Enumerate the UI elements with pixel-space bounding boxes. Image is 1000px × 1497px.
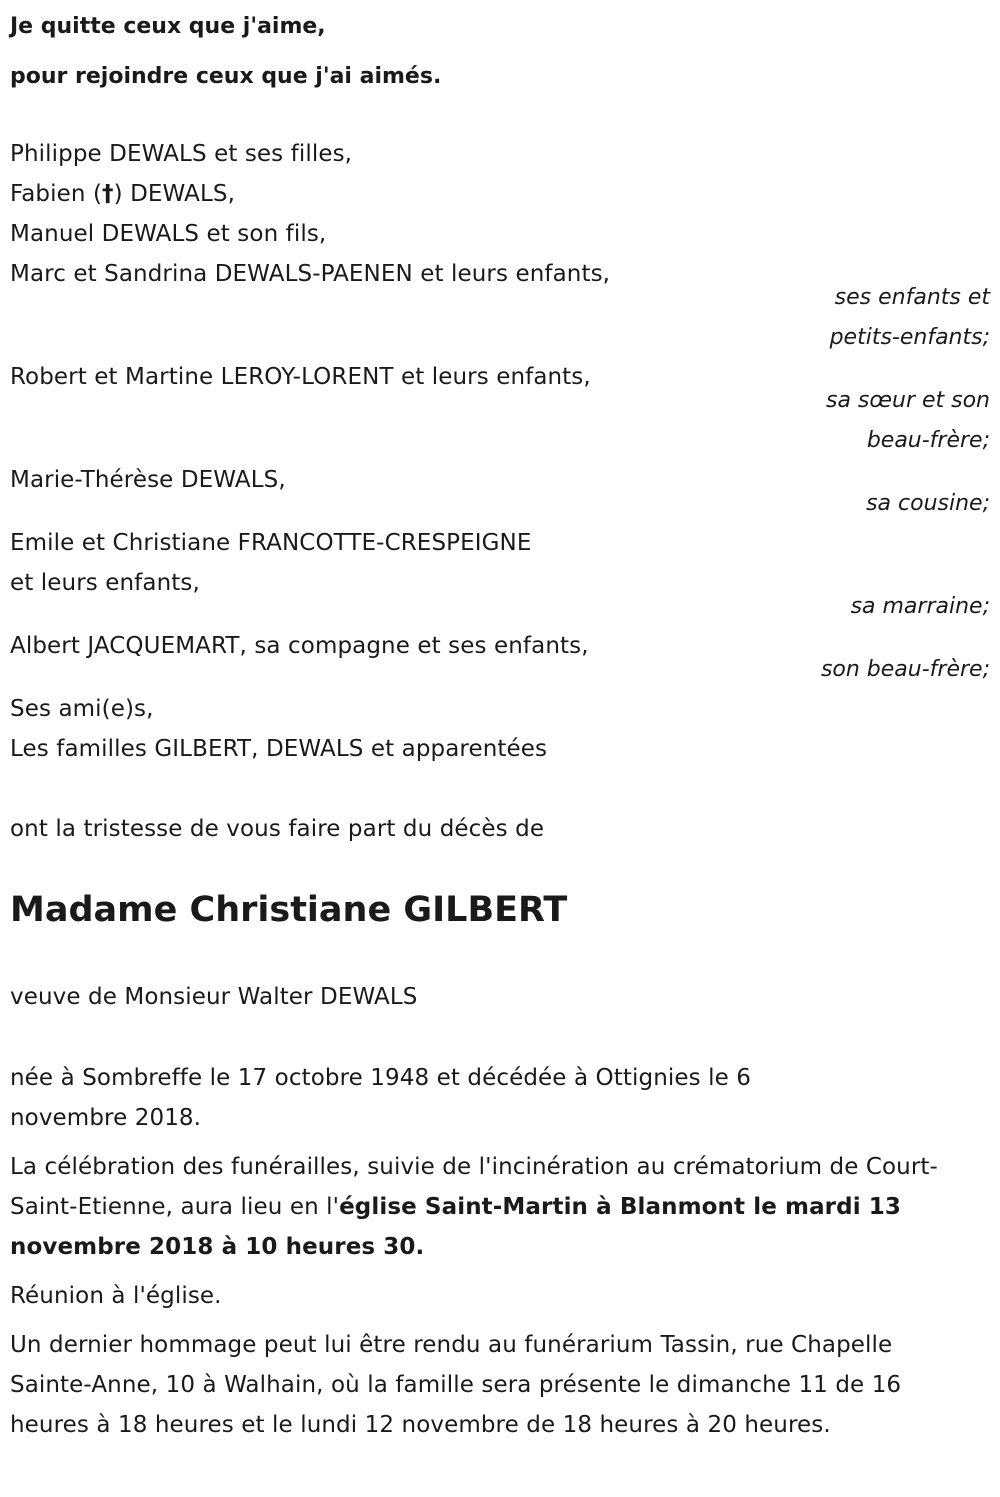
family-familles: Les familles GILBERT, DEWALS et apparentées bbox=[10, 736, 548, 762]
family-marc: Marc et Sandrina DEWALS-PAENEN et leurs enfants, bbox=[10, 261, 611, 287]
quote-line-1: Je quitte ceux que j'aime, bbox=[10, 14, 326, 39]
quote-line-2: pour rejoindre ceux que j'ai aimés. bbox=[10, 64, 442, 89]
family-emile-line-1: Emile et Christiane FRANCOTTE-CRESPEIGNE bbox=[10, 530, 532, 556]
relation-cousine: sa cousine; bbox=[866, 491, 990, 516]
fabien-prefix: Fabien ( bbox=[10, 181, 103, 207]
relation-enfants: ses enfants et petits-enfants; bbox=[829, 285, 990, 350]
family-emile-line-2: et leurs enfants, bbox=[10, 570, 200, 596]
announcement-text: ont la tristesse de vous faire part du décès de bbox=[10, 816, 545, 842]
birth-death-dates: née à Sombreffe le 17 octobre 1948 et décédée à Ottignies le 6 novembre 2018. bbox=[10, 1065, 751, 1131]
fabien-suffix: ) DEWALS, bbox=[113, 181, 235, 207]
family-albert: Albert JACQUEMART, sa compagne et ses enfants, bbox=[10, 633, 589, 659]
relation-beau-frere: son beau-frère; bbox=[820, 657, 990, 682]
widow-of: veuve de Monsieur Walter DEWALS bbox=[10, 984, 418, 1010]
funeral-location-date: église Saint-Martin à Blanmont le mardi 13 novembre 2018 à 10 heures 30. bbox=[10, 1194, 901, 1260]
family-fabien bbox=[10, 183, 235, 206]
cross-icon: † bbox=[102, 181, 114, 207]
funeral-details bbox=[10, 1147, 990, 1267]
family-manuel: Manuel DEWALS et son fils, bbox=[10, 221, 327, 247]
family-robert: Robert et Martine LEROY-LORENT et leurs enfants, bbox=[10, 364, 591, 390]
family-amis: Ses ami(e)s, bbox=[10, 696, 154, 722]
deceased-name: Madame Christiane GILBERT bbox=[10, 890, 568, 930]
family-marie-therese: Marie-Thérèse DEWALS, bbox=[10, 467, 286, 493]
reunion-text: Réunion à l'église. bbox=[10, 1283, 222, 1309]
relation-marraine: sa marraine; bbox=[850, 594, 990, 619]
relation-soeur: sa sœur et son beau-frère; bbox=[825, 388, 990, 453]
funeral-text-start: La célébration des funérailles, suivie de l'incinération au crématorium de Court-Saint-Etienne, aura lieu en l' bbox=[10, 1154, 938, 1220]
hommage-text: Un dernier hommage peut lui être rendu au funérarium Tassin, rue Chapelle Sainte-Anne, 10 à Walhain, où la famille sera présente le dimanche 11 de 16 heures à 18 heures et le lundi 12 novembre de 18 heures à 20 heures. bbox=[10, 1332, 902, 1438]
family-philippe: Philippe DEWALS et ses filles, bbox=[10, 141, 353, 167]
